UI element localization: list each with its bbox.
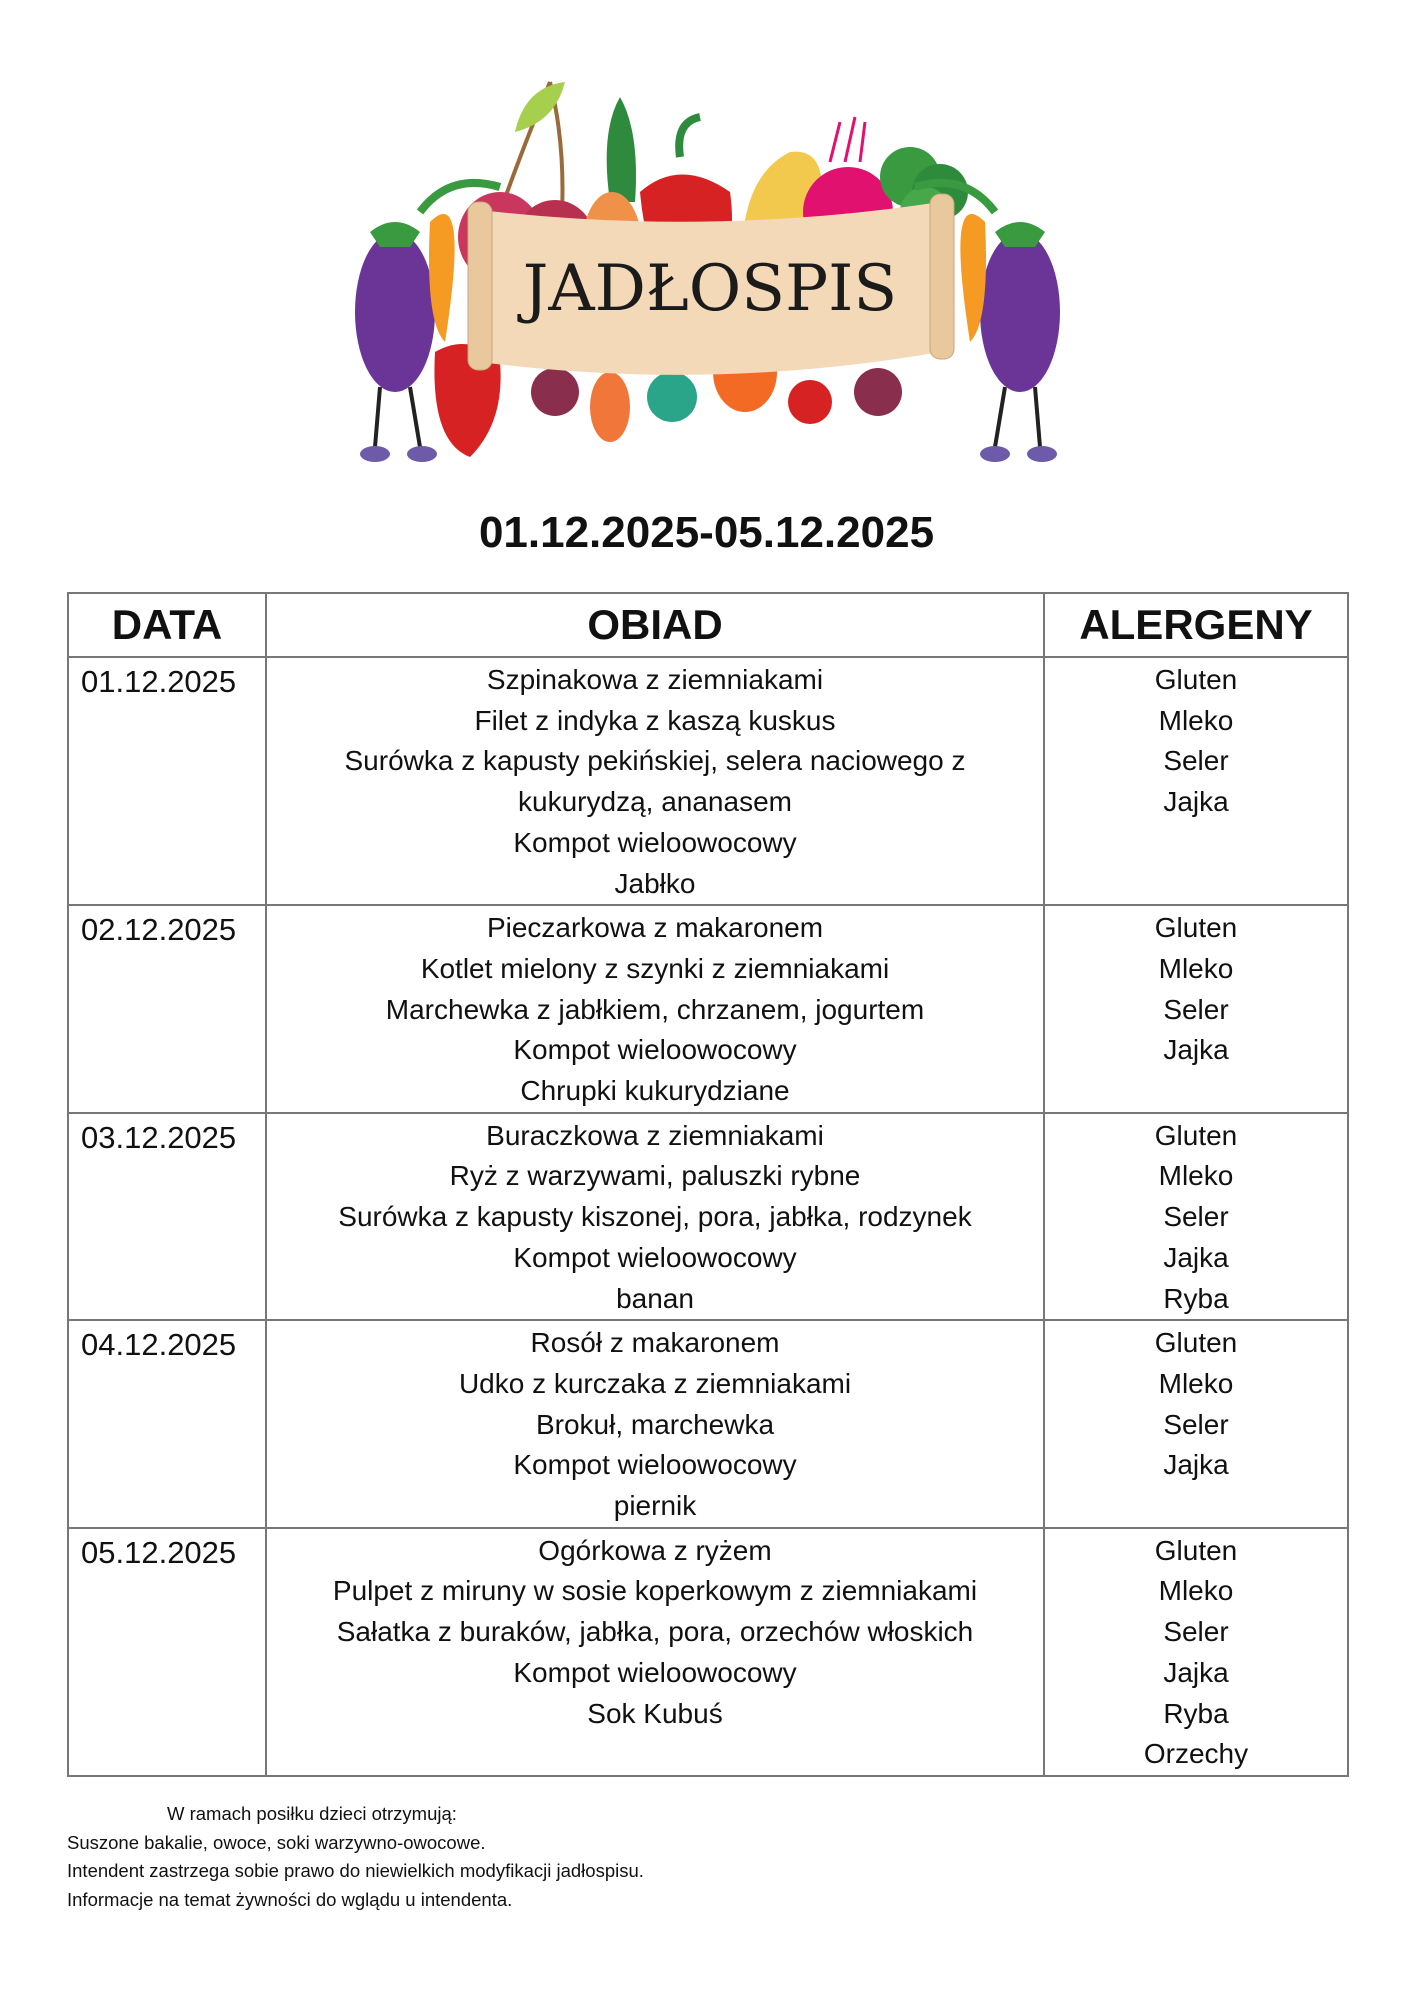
row-allergens <box>1044 657 1348 905</box>
meal-item: banan <box>616 1282 694 1314</box>
row-allergens <box>1044 1528 1348 1776</box>
allergen-item: Ryba <box>1163 1697 1229 1729</box>
allergen-item: Seler <box>1163 745 1229 777</box>
allergen-item: Jajka <box>1163 1449 1229 1481</box>
meal-item: Surówka z kapusty pekińskiej, selera naciowego z <box>344 745 966 777</box>
table-row <box>68 905 1348 1113</box>
allergen-item: Jajka <box>1163 1241 1229 1273</box>
meal-item: Ogórkowa z ryżem <box>538 1534 772 1566</box>
meal-item: Ryż z warzywami, paluszki rybne <box>449 1160 861 1192</box>
meal-item: Rosół z makaronem <box>530 1327 780 1359</box>
row-allergens <box>1044 1113 1348 1321</box>
meal-item: Kompot wieloowocowy <box>513 1241 797 1273</box>
allergen-item: Jajka <box>1163 1656 1229 1688</box>
footer-line: Intendent zastrzega sobie prawo do niewielkich modyfikacji jadłospisu. <box>67 1860 644 1881</box>
row-meals <box>266 1113 1044 1321</box>
menu-table <box>67 592 1349 1777</box>
allergen-item: Gluten <box>1154 1327 1238 1359</box>
allergen-item: Gluten <box>1154 1534 1238 1566</box>
menu-logo-illustration <box>350 62 1065 482</box>
meal-item: Marchewka z jabłkiem, chrzanem, jogurtem <box>385 993 925 1025</box>
allergen-item: Mleko <box>1158 1575 1234 1607</box>
row-meals <box>266 905 1044 1113</box>
meal-item: Kompot wieloowocowy <box>513 1449 797 1481</box>
row-date: 01.12.2025 <box>68 657 266 905</box>
allergen-item: Mleko <box>1158 1367 1234 1399</box>
allergen-item: Mleko <box>1158 1160 1234 1192</box>
meal-item: Buraczkowa z ziemniakami <box>486 1119 824 1151</box>
meal-item: Sok Kubuś <box>587 1697 723 1729</box>
meal-item: Filet z indyka z kaszą kuskus <box>474 704 836 736</box>
allergen-item: Orzechy <box>1143 1738 1249 1770</box>
footer-line: Suszone bakalie, owoce, soki warzywno-owocowe. <box>67 1831 486 1853</box>
meal-item: kukurydzą, ananasem <box>518 786 792 818</box>
menu-period: 01.12.2025-05.12.2025 <box>478 508 935 557</box>
allergen-item: Seler <box>1163 1408 1229 1440</box>
row-date: 03.12.2025 <box>68 1113 266 1321</box>
meal-item: Sałatka z buraków, jabłka, pora, orzechów włoskich <box>336 1616 974 1648</box>
table-header-row <box>68 593 1348 657</box>
header-allergens: ALERGENY <box>1044 593 1348 657</box>
meal-item: Udko z kurczaka z ziemniakami <box>458 1367 852 1399</box>
allergen-item: Jajka <box>1163 1034 1229 1066</box>
row-date: 02.12.2025 <box>68 905 266 1113</box>
meal-item: Kompot wieloowocowy <box>513 826 797 858</box>
header-date: DATA <box>68 593 266 657</box>
row-allergens <box>1044 1320 1348 1528</box>
allergen-item: Seler <box>1163 993 1229 1025</box>
allergen-item: Seler <box>1163 1201 1229 1233</box>
table-row <box>68 657 1348 905</box>
row-meals <box>266 1528 1044 1776</box>
meal-item: Kotlet mielony z szynki z ziemniakami <box>420 952 890 984</box>
row-date: 04.12.2025 <box>68 1320 266 1528</box>
allergen-item: Mleko <box>1158 704 1234 736</box>
footer-line: W ramach posiłku dzieci otrzymują: <box>167 1803 457 1824</box>
footer-notes <box>67 1800 644 1914</box>
footer-line: Informacje na temat żywności do wglądu u intendenta. <box>67 1888 513 1910</box>
allergen-item: Gluten <box>1154 664 1238 695</box>
table-row <box>68 1113 1348 1321</box>
allergen-item: Gluten <box>1154 912 1238 944</box>
allergen-item: Seler <box>1163 1616 1229 1648</box>
meal-item: Pulpet z miruny w sosie koperkowym z ziemniakami <box>332 1575 978 1607</box>
meal-item: Kompot wieloowocowy <box>513 1656 797 1688</box>
meal-item: Kompot wieloowocowy <box>513 1034 797 1066</box>
meal-item: Jabłko <box>614 867 696 899</box>
allergen-item: Jajka <box>1163 786 1229 818</box>
allergen-item: Ryba <box>1163 1282 1229 1314</box>
meal-item: Surówka z kapusty kiszonej, pora, jabłka, rodzynek <box>338 1201 972 1233</box>
allergen-item: Gluten <box>1154 1119 1238 1151</box>
allergen-item: Mleko <box>1158 952 1234 984</box>
table-row <box>68 1320 1348 1528</box>
meal-item: Chrupki kukurydziane <box>520 1075 790 1107</box>
meal-item: Pieczarkowa z makaronem <box>486 912 824 944</box>
meal-item: Brokuł, marchewka <box>535 1408 775 1440</box>
header-lunch: OBIAD <box>266 593 1044 657</box>
row-allergens <box>1044 905 1348 1113</box>
logo-banner-text: JADŁOSPIS <box>522 252 898 326</box>
row-meals <box>266 657 1044 905</box>
meal-item: piernik <box>613 1490 697 1522</box>
meal-item: Szpinakowa z ziemniakami <box>486 664 824 695</box>
row-date: 05.12.2025 <box>68 1528 266 1776</box>
row-meals <box>266 1320 1044 1528</box>
table-row <box>68 1528 1348 1776</box>
